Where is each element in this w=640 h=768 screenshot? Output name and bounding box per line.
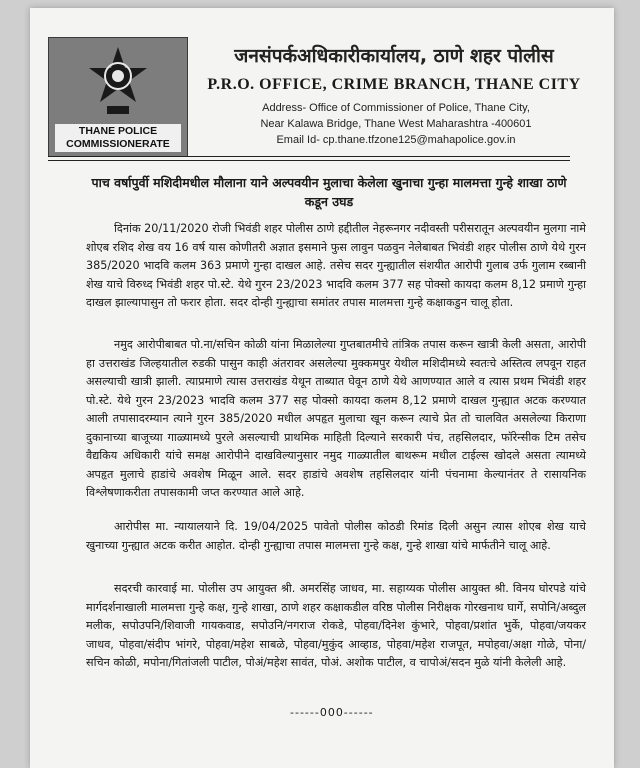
header-rule — [48, 156, 570, 157]
police-logo — [48, 37, 188, 157]
paragraph-4: सदरची कारवाई मा. पोलीस उप आयुक्त श्री. अमरसिंह जाधव, मा. सहाय्यक पोलीस आयुक्त श्री. विनय घोरपडे यांचे मार्गदर्शनाखाली मालमत्ता गुन्हे कक्ष, गुन्हे शाखा, ठाणे शहर कक्षाकडील वरिष्ठ पोलीस निरीक्षक गोरखनाथ घार्गे, सपोनि/अब्दुल मलीक, सपोउपनि/शिवाजी गायकवाड, सपोउनि/नगराज रोकडे, पोहवा/दिनेश कुंभारे, पोहवा/प्रशांत भुर्के, पोहवा/जयकर जाधव, पोहवा/संदीप भांगरे, पोहवा/महेश साबळे, पोहवा/मुकुंद आव्हाड, पोहवा/महेश राजपूत, मपोहवा/अक्षा गोळे, पोना/सचिन कोळी, मपोना/गितांजली पाटील, पोअं/महेश सावंत, पोअं. अशोक पाटील, व चापोअं/सदन मुळे यांनी केलेली आहे. — [86, 582, 586, 669]
logo-label — [55, 124, 181, 152]
police-star-emblem-icon — [87, 44, 149, 120]
address-line-2: Near Kalawa Bridge, Thane West Maharashtra -400601 — [260, 118, 532, 130]
paragraph-2: नमुद आरोपीबाबत पो.ना/सचिन कोळी यांना मिळालेल्या गुप्तबातमीचे तांत्रिक तपास करून खात्री केली असता, आरोपी हा उत्तराखंड जिल्हयातील रुडकी पासुन काही अंतरावर असलेल्या मुक्कमपुर येथील मशिदीमध्ये स्वतःचे अस्तित्व लपवून राहत असल्याची खात्री झाली. त्याप्रमाणे त्यास उत्तराखंड येथून ताब्यात घेवून ठाणे येथे आणण्यात आले व त्यास प्रथम भिवंडी शहर पो.स्टे. येथे गुरन 23/2023 भादवि कलम 377 सह पोक्सो कायदा कलम 8,12 प्रमाणे दाखल गुन्ह्यात अटक करण्यात आली तपासादरम्यान त्याने गुरन 385/2020 मधील अपहृत मुलाचा खून करून त्याचे प्रेत तो चालवित असलेल्या किराणा दुकानाच्या बाजूच्या गाळ्यामध्ये पुरले असल्याची प्राथमिक माहिती दिल्याने सरकारी पंच, तहसिलदार, फॉरेन्सीक टिम तसेच वैद्यकिय अधिकारी यांचे समक्ष आरोपीने दाखविल्यानुसार नमुद गाळ्यातील बाथरूम मधील टाईल्स खोदले असता त्यामध्ये अपहृत मुलाचे हाडांचे अवशेष मिळून आले. सदर हाडांचे अवशेष तहसिलदार यांनी पंचनामा केल्यानंतर ते रासायनिक विश्लेषणाकरीता तपासकामी जप्त करण्यात आले आहे. — [86, 338, 586, 499]
office-name-english: P.R.O. OFFICE, CRIME BRANCH, THANE CITY — [207, 76, 581, 93]
logo-label-line2: COMMISSIONERATE — [66, 138, 170, 150]
logo-label-line1: THANE POLICE — [78, 125, 158, 137]
paragraph-3: आरोपीस मा. न्यायालयाने दि. 19/04/2025 पावेतो पोलीस कोठडी रिमांड दिली असुन त्यास शोएब शेख याचे खुनाच्या गुन्ह्यात अटक करीत आहोत. दोन्ही गुन्ह्याचा तपास मालमत्ता गुन्हे कक्ष, गुन्हे शाखा यांचे मार्फतीने चालू आहे. — [86, 520, 586, 552]
office-name-marathi: जनसंपर्कअधिकारीकार्यालय, ठाणे शहर पोलीस — [234, 45, 554, 67]
end-mark: ------000------ — [290, 706, 374, 719]
header-rule-thin — [48, 160, 570, 161]
paragraph-1: दिनांक 20/11/2020 रोजी भिवंडी शहर पोलीस ठाणे हद्दीतील नेहरूनगर नदीवस्ती परीसरातून अल्पवयीन मुलगा नामे शोएब रशिद शेख वय 16 वर्ष यास कोणीतरी अज्ञात इसमाने फुस लावुन पळवुन नेलेबाबत भिवंडी शहर पोलीस ठाणे येथे गुरन 385/2020 भादवि कलम 363 प्रमाणे गुन्हा दाखल आहे. तसेच सदर गुन्ह्यातील संशयीत आरोपी गुलाब उर्फ गुलाम रब्बानी शेख याचे विरुध्द भिवंडी शहर पो.स्टे. येथे गुरन 23/2023 भादवि कलम 377 सह पोक्सो कायदा कलम 8,12 प्रमाणे गुन्हा दाखल झाल्यापासुन तो फरार होता. सदर दोन्ही गुन्ह्याचा समांतर तपास मालमत्ता गुन्हे कक्षाकडुन चालू होता. — [86, 222, 586, 309]
address-line-1: Address- Office of Commissioner of Police, Thane City, — [262, 102, 530, 114]
email-line: Email Id- cp.thane.tfzone125@mahapolice.gov.in — [276, 134, 516, 146]
press-release-title: पाच वर्षापुर्वी मशिदीमधील मौलाना याने अल्पवयीन मुलाचा केलेला खुनाचा गुन्हा मालमत्ता गुन्हे शाखा ठाणे कडून उघड — [91, 175, 567, 209]
